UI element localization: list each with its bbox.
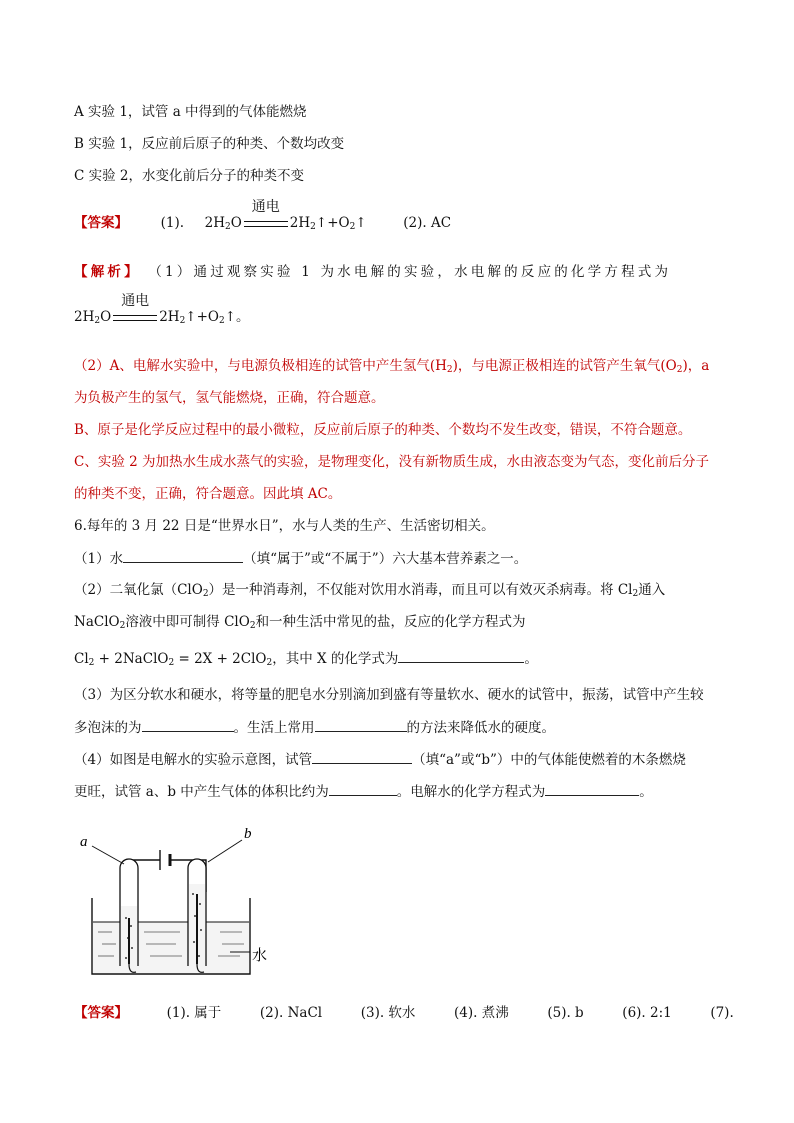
label-a: a <box>80 834 88 850</box>
answer-blank-5[interactable] <box>312 749 412 764</box>
answer-item-4: (4). 煮沸 <box>454 1005 509 1021</box>
answer-label: 【答案】 <box>74 215 128 231</box>
q6-sub1: （1）水 （填“属于”或“不属于”）六大基本营养素之一。 <box>74 548 527 569</box>
analysis-p3: 为负极产生的氢气，氢气能燃烧，正确，符合题意。 <box>74 390 385 406</box>
q6-sub2-cont: NaClO$_2$溶液中即可制得 ClO$_2$和一种生活中常见的盐，反应的化学方程式为 <box>74 614 526 631</box>
answer-blank-2[interactable] <box>398 648 524 663</box>
q6-equation-line: $Cl_2$ + 2NaClO$_2$ = 2X + 2ClO$_2$，其中 X 的化学式为 。 <box>74 648 538 673</box>
label-water: 水 <box>252 946 268 964</box>
analysis-p1: 【解析】 （1）通过观察实验 1 为水电解的实验，水电解的反应的化学方程式为 <box>74 264 672 280</box>
answer-blank-4[interactable] <box>315 717 407 732</box>
answer-item-2: (2). NaCl <box>259 1005 323 1021</box>
analysis-p4: B、原子是化学反应过程中的最小微粒，反应前后原子的种类、个数均不发生改变，错误，不符合题意。 <box>74 422 692 438</box>
q6-title: 6.每年的 3 月 22 日是“世界水日”，水与人类的生产、生活密切相关。 <box>74 518 495 534</box>
analysis-p6: 的种类不变，正确，符合题意。因此填 AC。 <box>74 486 342 502</box>
q6-sub2: （2）二氧化氯（ClO$_2$）是一种消毒剂，不仅能对饮用水消毒，而且可以有效灭杀病毒。将 $Cl_2$通入 <box>74 582 666 599</box>
answer-blank-1[interactable] <box>123 548 243 563</box>
answer-blank-7[interactable] <box>545 781 639 796</box>
electrolysis-diagram <box>72 822 292 982</box>
answer-item-6: (6). 2:1 <box>622 1005 672 1021</box>
answer-blank-3[interactable] <box>142 717 234 732</box>
analysis-label: 【解析】 <box>74 264 141 280</box>
option-c: C 实验 2，水变化前后分子的种类不变 <box>74 168 305 184</box>
q6-sub4-cont: 更旺，试管 a、b 中产生气体的体积比约为 。电解水的化学方程式为 。 <box>74 781 653 802</box>
option-b: B 实验 1，反应前后原子的种类、个数均改变 <box>74 136 345 152</box>
test-tube-b <box>188 859 206 966</box>
test-tube-a <box>120 859 138 966</box>
answer-item-1: (1). 属于 <box>166 1005 222 1021</box>
q6-sub4: （4）如图是电解水的实验示意图，试管 （填“a”或“b”）中的气体能使燃着的木条燃烧 <box>74 749 686 770</box>
answer-label-2: 【答案】 <box>74 1005 128 1021</box>
water-electrolysis-equation: $2H_2O$ 通电 $2H_2↑+O_2↑$ <box>204 199 367 232</box>
answer-blank-6[interactable] <box>329 781 397 796</box>
analysis-p5: C、实验 2 为加热水生成水蒸气的实验，是物理变化，没有新物质生成，水由液态变为气态，变化前后分子 <box>74 454 709 470</box>
analysis-equation: $2H_2O$ 通电 $2H_2↑+O_2↑$。 <box>74 293 250 326</box>
analysis-p2: （2）A、电解水实验中，与电源负极相连的试管中产生氢气$(H_2)$，与电源正极相连的试管产生氧气$(O_2)$，a <box>74 358 710 375</box>
q6-sub3-cont: 多泡沫的为 。生活上常用 的方法来降低水的硬度。 <box>74 717 555 738</box>
answer-1-num: (1). <box>160 215 185 231</box>
answer-2-line <box>74 1003 754 1023</box>
answer-item-3: (3). 软水 <box>360 1005 416 1021</box>
answer-item-5: (5). b <box>547 1005 584 1021</box>
q6-sub3: （3）为区分软水和硬水，将等量的肥皂水分别滴加到盛有等量软水、硬水的试管中，振荡，试管中产生较 <box>74 687 704 703</box>
answer-item-7: (7). <box>710 1005 734 1021</box>
label-b: b <box>244 826 252 842</box>
option-a: A 实验 1，试管 a 中得到的气体能燃烧 <box>74 104 307 120</box>
answer-2-num: (2). AC <box>403 215 452 231</box>
answer-1-line <box>74 199 452 237</box>
